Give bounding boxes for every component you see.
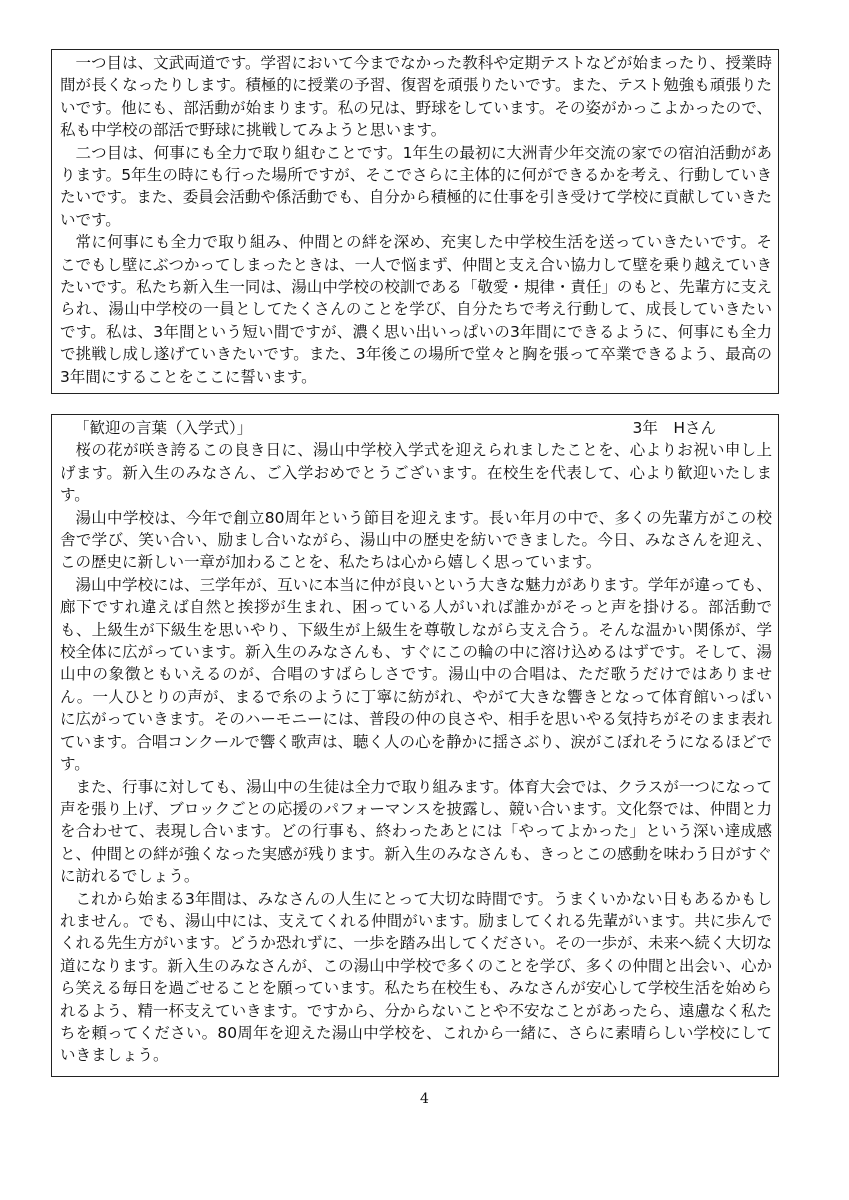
paragraph: 常に何事にも全力で取り組み、仲間との絆を深め、充実した中学校生活を送っていきたいです。そこでもし壁にぶつかってしまったときは、一人で悩まず、仲間と支え合い協力して壁を乗り越えていきたいです。私たち新入生一同は、湯山中学校の校訓である「敬愛・規律・責任」のもと、先輩方に支えられ、湯山中学校の一員としてたくさんのことを学び、自分たちで考え行動して、成長していきたいです。私は、3年間という短い間ですが、濃く思い出いっぱいの3年間にできるように、何事にも全力で挑戦し成し遂げていきたいです。また、3年後この場所で堂々と胸を張って卒業できるよう、最高の3年間にすることをここに誓います。 <box>60 233 772 386</box>
speech-author: 3年 Hさん <box>632 419 716 437</box>
paragraph: 湯山中学校には、三学年が、互いに本当に仲が良いという大きな魅力があります。学年が違っても、廊下ですれ違えば自然と挨拶が生まれ、困っている人がいれば誰かがそっと声を掛ける。部活動でも、上級生が下級生を思いやり、下級生が上級生を尊敬しながら支え合う。そんな温かい関係が、学校全体に広がっています。新入生のみなさんも、すぐにこの輪の中に溶け込めるはずです。そして、湯山中の象徴ともいえるのが、合唱のすばらしさです。湯山中の合唱は、ただ歌うだけではありません。一人ひとりの声が、まるで糸のように丁寧に紡がれ、やがて大きな響きとなって体育館いっぱいに広がっていきます。そのハーモニーには、普段の仲の良さや、相手を思いやる気持ちがそのまま表れています。合唱コンクールで響く歌声は、聴く人の心を静かに揺さぶり、涙がこぼれそうになるほどです。 <box>60 575 772 774</box>
speech-heading <box>60 417 772 439</box>
page-number: 4 <box>420 1091 429 1107</box>
paragraph: 一つ目は、文武両道です。学習において今までなかった教科や定期テストなどが始まったり、授業時間が長くなったりします。積極的に授業の予習、復習を頑張りたいです。また、テスト勉強も頑張りたいです。他にも、部活動が始まります。私の兄は、野球をしています。その姿がかっこよかったので、私も中学校の部活で野球に挑戦してみようと思います。 <box>60 54 772 140</box>
paragraph: 桜の花が咲き誇るこの良き日に、湯山中学校入学式を迎えられましたことを、心よりお祝い申し上げます。新入生のみなさん、ご入学おめでとうございます。在校生を代表して、心より歓迎いたします。 <box>60 441 772 505</box>
paragraph: 二つ目は、何事にも全力で取り組むことです。1年生の最初に大洲青少年交流の家での宿泊活動があります。5年生の時にも行った場所ですが、そこでさらに主体的に何ができるかを考え、行動していきたいです。また、委員会活動や係活動でも、自分から積極的に仕事を引き受けて学校に貢献していきたいです。 <box>60 143 772 229</box>
essay-box-welcome-speech <box>51 414 779 1077</box>
paragraph: 湯山中学校は、今年で創立80周年という節目を迎えます。長い年月の中で、多くの先輩方がこの校舎で学び、笑い合い、励まし合いながら、湯山中の歴史を紡いできました。今日、みなさんを迎え、この歴史に新しい一章が加わることを、私たちは心から嬉しく思っています。 <box>60 508 772 572</box>
speech-title: 「歓迎の言葉（入学式）」 <box>74 419 253 437</box>
paragraph: これから始まる3年間は、みなさんの人生にとって大切な時間です。うまくいかない日もあるかもしれません。でも、湯山中には、支えてくれる仲間がいます。励ましてくれる先輩がいます。共に歩んでくれる先生方がいます。どうか恐れずに、一歩を踏み出してください。その一歩が、未来へ続く大切な道になります。新入生のみなさんが、この湯山中学校で多くのことを学び、多くの仲間と出会い、心から笑える毎日を過ごせることを願っています。私たち在校生も、みなさんが安心して学校生活を始められるよう、精一杯支えていきます。ですから、分からないことや不安なことがあったら、遠慮なく私たちを頼ってください。80周年を迎えた湯山中学校を、これから一緒に、さらに素晴らしい学校にしていきましょう。 <box>60 889 772 1065</box>
essay-box-pledge <box>51 49 779 394</box>
paragraph: また、行事に対しても、湯山中の生徒は全力で取り組みます。体育大会では、クラスが一つになって声を張り上げ、ブロックごとの応援のパフォーマンスを披露し、競い合います。文化祭では、仲間と力を合わせて、表現し合います。どの行事も、終わったあとには「やってよかった」という深い達成感と、仲間との絆が強くなった実感が残ります。新入生のみなさんも、きっとこの感動を味わう日がすぐに訪れるでしょう。 <box>60 777 772 886</box>
